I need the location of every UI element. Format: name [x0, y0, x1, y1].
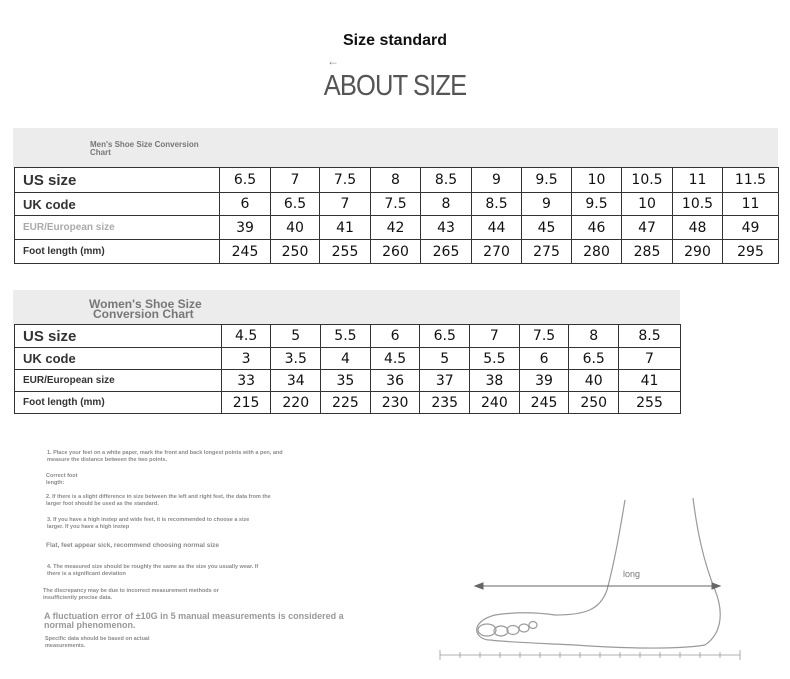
instruction-correct-foot: Correct foot length: [46, 473, 78, 486]
table-cell: 40 [569, 370, 619, 392]
table-cell: 39 [220, 216, 271, 240]
instruction-fluctuation: A fluctuation error of ±10G in 5 manual measurements is considered a normal phenomenon. [44, 611, 344, 630]
table-cell: 255 [619, 392, 681, 414]
table-cell: 42 [371, 216, 421, 240]
women-row-us [15, 325, 681, 348]
table-cell: 39 [519, 370, 569, 392]
table-cell: 240 [470, 392, 520, 414]
table-cell: 8 [569, 325, 619, 348]
table-cell: 5 [420, 348, 470, 370]
table-cell: 285 [622, 240, 673, 264]
instruction-flat-feet: Flat, feet appear sick, recommend choosing normal size [46, 542, 220, 549]
table-cell: 8 [421, 193, 472, 216]
women-chart-caption [89, 299, 202, 319]
table-cell: 225 [321, 392, 371, 414]
table-cell: 7 [619, 348, 681, 370]
table-cell: 40 [271, 216, 320, 240]
table-cell: 45 [522, 216, 572, 240]
table-cell: 9.5 [522, 168, 572, 193]
page-title: Size standard [342, 32, 448, 49]
foot-measurement-diagram [435, 490, 745, 670]
table-cell: 8 [371, 168, 421, 193]
table-cell: 3 [221, 348, 271, 370]
table-cell: 36 [370, 370, 420, 392]
table-cell: 38 [470, 370, 520, 392]
table-cell: 295 [723, 240, 779, 264]
women-caption-line1: Women's Shoe Size [89, 297, 202, 311]
table-cell: 47 [622, 216, 673, 240]
table-cell: 6 [220, 193, 271, 216]
table-cell: 49 [723, 216, 779, 240]
table-cell: 11 [673, 168, 723, 193]
row-label: US size [15, 168, 220, 193]
table-cell: 220 [271, 392, 321, 414]
table-cell: 5.5 [470, 348, 520, 370]
table-cell: 9.5 [572, 193, 622, 216]
arrow-left-icon: ← [327, 54, 339, 68]
long-label: long [623, 569, 641, 579]
table-cell: 230 [370, 392, 420, 414]
men-caption-line1: Men's Shoe Size Conversion [90, 140, 199, 149]
table-cell: 260 [371, 240, 421, 264]
table-cell: 250 [569, 392, 619, 414]
table-cell: 280 [572, 240, 622, 264]
table-cell: 7 [320, 193, 371, 216]
row-label: US size [15, 325, 222, 348]
table-cell: 33 [221, 370, 271, 392]
men-size-table [14, 167, 779, 264]
row-label: EUR/European size [15, 370, 222, 392]
table-cell: 6 [519, 348, 569, 370]
table-cell: 10 [622, 193, 673, 216]
women-caption-line2: Conversion Chart [93, 307, 194, 321]
men-row-us [15, 168, 779, 193]
instruction-specific: Specific data should be based on actual measurements. [45, 636, 150, 649]
women-row-eur [15, 370, 681, 392]
row-label: Foot length (mm) [15, 392, 222, 414]
table-cell: 6.5 [220, 168, 271, 193]
row-label: Foot length (mm) [15, 240, 220, 264]
table-cell: 10 [572, 168, 622, 193]
table-cell: 6.5 [569, 348, 619, 370]
table-cell: 7 [271, 168, 320, 193]
table-cell: 255 [320, 240, 371, 264]
about-size-heading: ABOUT SIZE [323, 70, 467, 102]
table-cell: 10.5 [622, 168, 673, 193]
table-cell: 10.5 [673, 193, 723, 216]
table-cell: 48 [673, 216, 723, 240]
row-label: UK code [15, 193, 220, 216]
table-cell: 9 [472, 168, 522, 193]
table-cell: 6.5 [420, 325, 470, 348]
instruction-discrepancy: The discrepancy may be due to incorrect measurement methods or insufficiently precise data. [43, 588, 219, 601]
table-cell: 6.5 [271, 193, 320, 216]
table-cell: 44 [472, 216, 522, 240]
table-cell: 4.5 [221, 325, 271, 348]
table-cell: 41 [619, 370, 681, 392]
table-cell: 245 [519, 392, 569, 414]
table-cell: 7.5 [371, 193, 421, 216]
table-cell: 4 [321, 348, 371, 370]
table-cell: 7 [470, 325, 520, 348]
men-row-uk [15, 193, 779, 216]
table-cell: 4.5 [370, 348, 420, 370]
table-cell: 7.5 [519, 325, 569, 348]
row-label: EUR/European size [15, 216, 220, 240]
table-cell: 275 [522, 240, 572, 264]
row-label: UK code [15, 348, 222, 370]
table-cell: 215 [221, 392, 271, 414]
instruction-1: 1. Place your feet on a white paper, mark the front and back longest points with a pen, and measure the distance between the two points. [47, 450, 283, 463]
table-cell: 270 [472, 240, 522, 264]
women-size-table [14, 324, 681, 414]
table-cell: 37 [420, 370, 470, 392]
instruction-4: 4. The measured size should be roughly the same as the size you usually wear. If there is a significant deviation [47, 564, 259, 577]
table-cell: 245 [220, 240, 271, 264]
table-cell: 46 [572, 216, 622, 240]
instruction-2: 2. If there is a slight difference in size between the left and right feet, the data from the larger foot should be used as the standard. [46, 494, 271, 507]
men-chart-caption [90, 141, 199, 157]
table-cell: 5.5 [321, 325, 371, 348]
table-cell: 8.5 [421, 168, 472, 193]
table-cell: 8.5 [619, 325, 681, 348]
table-cell: 9 [522, 193, 572, 216]
table-cell: 290 [673, 240, 723, 264]
table-cell: 34 [271, 370, 321, 392]
table-cell: 35 [321, 370, 371, 392]
table-cell: 41 [320, 216, 371, 240]
instruction-3: 3. If you have a high instep and wide feet, it is recommended to choose a size larger. If you have a high instep [47, 517, 250, 530]
table-cell: 7.5 [320, 168, 371, 193]
table-cell: 3.5 [271, 348, 321, 370]
table-cell: 11.5 [723, 168, 779, 193]
women-row-foot [15, 392, 681, 414]
men-row-eur [15, 216, 779, 240]
table-cell: 6 [370, 325, 420, 348]
table-cell: 265 [421, 240, 472, 264]
women-row-uk [15, 348, 681, 370]
table-cell: 43 [421, 216, 472, 240]
men-caption-line2: Chart [90, 148, 111, 157]
table-cell: 235 [420, 392, 470, 414]
table-cell: 250 [271, 240, 320, 264]
table-cell: 8.5 [472, 193, 522, 216]
men-row-foot [15, 240, 779, 264]
table-cell: 5 [271, 325, 321, 348]
table-cell: 11 [723, 193, 779, 216]
